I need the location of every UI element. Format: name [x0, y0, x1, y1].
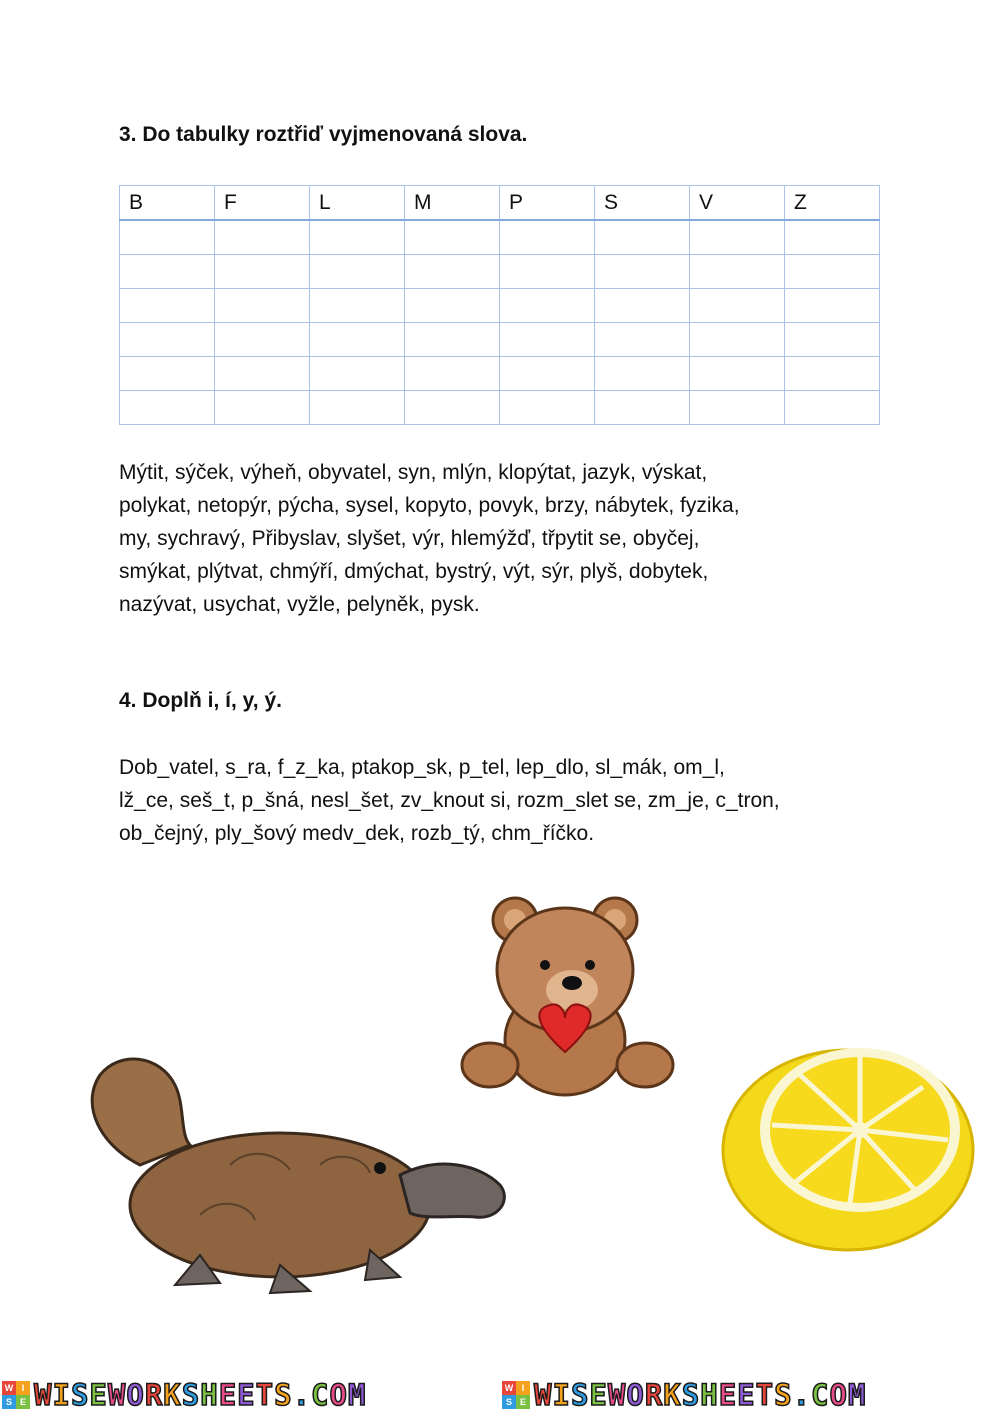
table-cell-b[interactable]: [120, 255, 215, 289]
table-cell-z[interactable]: [785, 391, 880, 425]
table-cell-f[interactable]: [215, 289, 310, 323]
logo-letter: I: [516, 1381, 530, 1395]
column-header-l: L: [310, 186, 405, 221]
lemon-illustration: [710, 1025, 985, 1260]
table-cell-m[interactable]: [405, 391, 500, 425]
logo-letter: S: [2, 1395, 16, 1409]
table-cell-s[interactable]: [595, 391, 690, 425]
word-list-line: nazývat, usychat, vyžle, pelyněk, pysk.: [119, 593, 480, 616]
table-cell-f[interactable]: [215, 255, 310, 289]
table-row: [120, 255, 880, 289]
table-cell-z[interactable]: [785, 357, 880, 391]
wiseworksheets-logo-icon: [2, 1381, 30, 1409]
table-cell-v[interactable]: [690, 255, 785, 289]
table-cell-p[interactable]: [500, 289, 595, 323]
table-cell-p[interactable]: [500, 220, 595, 255]
table-row: [120, 289, 880, 323]
table-cell-z[interactable]: [785, 220, 880, 255]
exercise-line: lž_ce, seš_t, p_šná, nesl_šet, zv_knout si, rozm_slet se, zm_je, c_tron,: [119, 789, 780, 812]
sorting-table: [119, 185, 880, 425]
word-list-line: my, sychravý, Přibyslav, slyšet, výr, hlemýžď, třpytit se, obyčej,: [119, 527, 700, 550]
table-cell-b[interactable]: [120, 323, 215, 357]
logo-letter: E: [516, 1395, 530, 1409]
table-row: [120, 220, 880, 255]
table-cell-l[interactable]: [310, 289, 405, 323]
table-cell-m[interactable]: [405, 323, 500, 357]
table-cell-p[interactable]: [500, 357, 595, 391]
logo-letter: W: [502, 1381, 516, 1395]
table-cell-v[interactable]: [690, 323, 785, 357]
table-row: [120, 357, 880, 391]
table-cell-s[interactable]: [595, 323, 690, 357]
table-cell-m[interactable]: [405, 220, 500, 255]
table-header-row: [120, 186, 880, 221]
exercise-line: ob_čejný, ply_šový medv_dek, rozb_tý, chm_říčko.: [119, 822, 595, 845]
table-cell-b[interactable]: [120, 391, 215, 425]
teddy-bear-illustration: [460, 890, 685, 1115]
brand-text: WISEWORKSHEETS.COM: [34, 1378, 367, 1412]
column-header-f: F: [215, 186, 310, 221]
table-cell-l[interactable]: [310, 357, 405, 391]
table-cell-b[interactable]: [120, 357, 215, 391]
word-list-line: smýkat, plýtvat, chmýří, dmýchat, bystrý, výt, sýr, plyš, dobytek,: [119, 560, 709, 583]
table-cell-z[interactable]: [785, 255, 880, 289]
watermark-right: [502, 1378, 866, 1412]
word-list-line: polykat, netopýr, pýcha, sysel, kopyto, povyk, brzy, nábytek, fyzika,: [119, 494, 740, 517]
platypus-illustration: [80, 1045, 510, 1295]
task3-heading: 3. Do tabulky roztřiď vyjmenovaná slova.: [119, 123, 528, 146]
table-cell-s[interactable]: [595, 220, 690, 255]
wiseworksheets-logo-icon: [502, 1381, 530, 1409]
table-cell-p[interactable]: [500, 391, 595, 425]
logo-letter: E: [16, 1395, 30, 1409]
table-cell-l[interactable]: [310, 391, 405, 425]
table-cell-f[interactable]: [215, 357, 310, 391]
table-cell-l[interactable]: [310, 323, 405, 357]
table-cell-m[interactable]: [405, 289, 500, 323]
table-cell-m[interactable]: [405, 255, 500, 289]
table-cell-b[interactable]: [120, 220, 215, 255]
table-cell-p[interactable]: [500, 255, 595, 289]
table-cell-s[interactable]: [595, 357, 690, 391]
column-header-s: S: [595, 186, 690, 221]
logo-letter: W: [2, 1381, 16, 1395]
fill-in-exercise: [119, 751, 899, 850]
table-cell-s[interactable]: [595, 255, 690, 289]
table-cell-s[interactable]: [595, 289, 690, 323]
table-cell-l[interactable]: [310, 255, 405, 289]
table-cell-f[interactable]: [215, 220, 310, 255]
logo-letter: S: [502, 1395, 516, 1409]
brand-text: WISEWORKSHEETS.COM: [534, 1378, 867, 1412]
table-body: [120, 220, 880, 425]
word-list: [119, 456, 899, 621]
word-list-line: Mýtit, sýček, výheň, obyvatel, syn, mlýn, klopýtat, jazyk, výskat,: [119, 461, 708, 484]
table-row: [120, 323, 880, 357]
table-cell-v[interactable]: [690, 220, 785, 255]
table-cell-l[interactable]: [310, 220, 405, 255]
task4-heading: 4. Doplň i, í, y, ý.: [119, 689, 282, 712]
table-row: [120, 391, 880, 425]
column-header-b: B: [120, 186, 215, 221]
footer-watermark: [0, 1372, 1000, 1413]
table-cell-p[interactable]: [500, 323, 595, 357]
table-cell-z[interactable]: [785, 323, 880, 357]
table-cell-v[interactable]: [690, 289, 785, 323]
watermark-left: [2, 1378, 366, 1412]
table-cell-f[interactable]: [215, 391, 310, 425]
column-header-v: V: [690, 186, 785, 221]
table-cell-z[interactable]: [785, 289, 880, 323]
exercise-line: Dob_vatel, s_ra, f_z_ka, ptakop_sk, p_tel, lep_dlo, sl_mák, om_l,: [119, 756, 725, 779]
column-header-m: M: [405, 186, 500, 221]
column-header-z: Z: [785, 186, 880, 221]
column-header-p: P: [500, 186, 595, 221]
table-cell-v[interactable]: [690, 391, 785, 425]
table-cell-b[interactable]: [120, 289, 215, 323]
table-cell-f[interactable]: [215, 323, 310, 357]
table-cell-m[interactable]: [405, 357, 500, 391]
table-cell-v[interactable]: [690, 357, 785, 391]
logo-letter: I: [16, 1381, 30, 1395]
